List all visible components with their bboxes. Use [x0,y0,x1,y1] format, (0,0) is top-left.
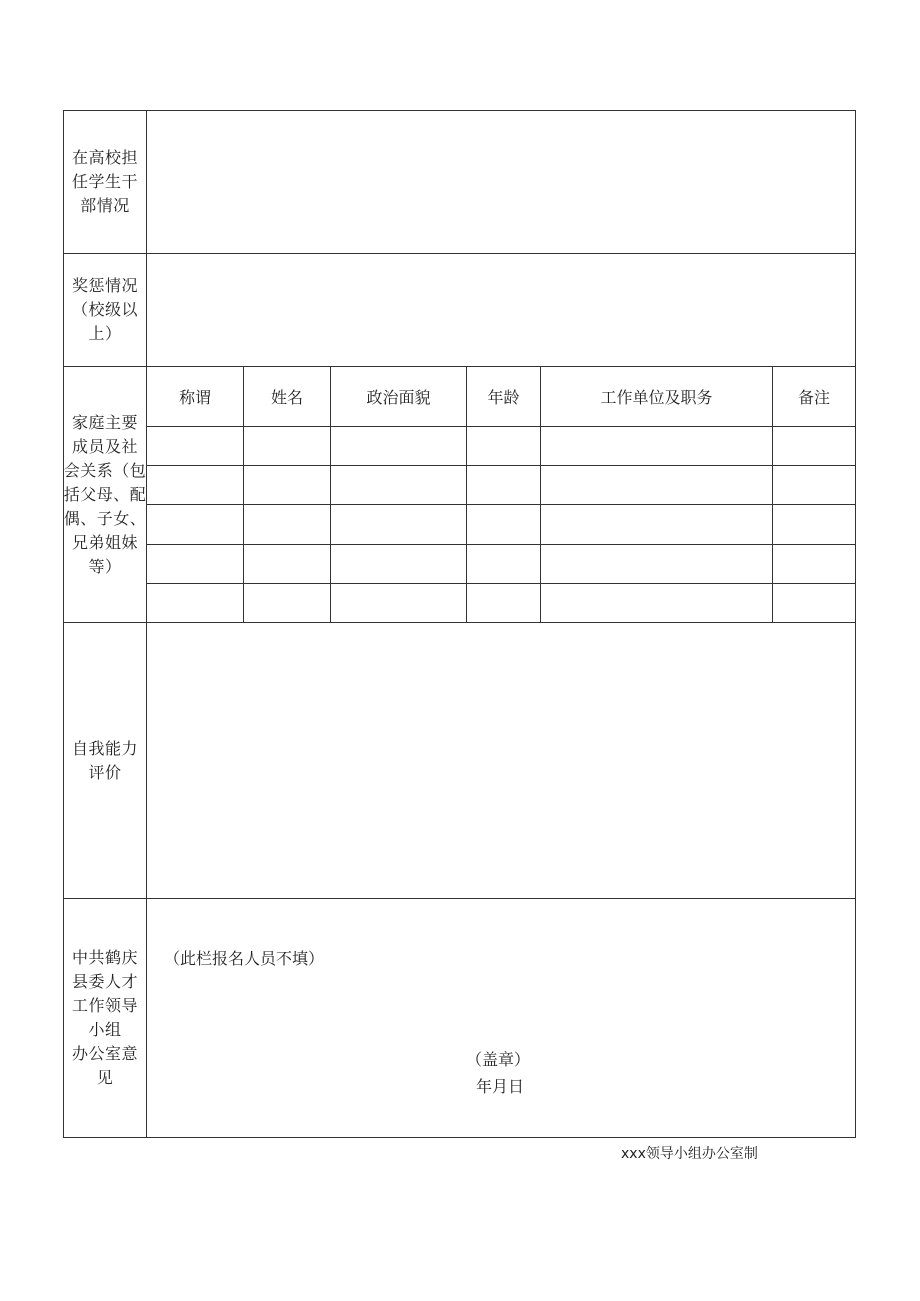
label-line: 兄弟姐妹 [71,532,138,552]
family-cell[interactable] [244,505,330,544]
family-cell[interactable] [147,545,243,583]
seal-text: （盖章） [466,1050,531,1069]
family-cell[interactable] [467,584,540,622]
family-header-title: 称谓 [178,388,211,407]
family-cell[interactable] [773,545,855,583]
family-cell[interactable] [541,584,772,622]
label-line: 工作领导 [71,996,138,1015]
family-cell[interactable] [467,505,540,544]
label-line: 办公室意 [71,1044,138,1063]
date-text: 年月日 [476,1077,525,1096]
footer-issuer: xxx领导小组办公室制 [621,1146,758,1162]
family-header-political: 政治面貌 [366,388,431,407]
family-cell[interactable] [331,584,466,622]
office-opinion-note: （此栏报名人员不填） [164,949,325,968]
family-cell[interactable] [244,584,330,622]
label-line: 部情况 [80,195,130,215]
table-border-bottom [63,1137,856,1138]
label-line: 偶、子女、 [63,508,147,528]
family-header-remarks: 备注 [797,388,830,407]
family-cell[interactable] [541,427,772,465]
family-cell[interactable] [773,505,855,544]
table-border-right [855,110,856,1138]
family-label [63,367,147,622]
label-line: （校级以 [71,300,138,319]
family-cell[interactable] [773,427,855,465]
family-cell[interactable] [244,545,330,583]
family-cell[interactable] [467,466,540,504]
family-cell[interactable] [147,505,243,544]
family-cell[interactable] [147,427,243,465]
family-cell[interactable] [331,545,466,583]
label-line: 中共鹤庆 [71,948,138,967]
family-cell[interactable] [773,466,855,504]
family-cell[interactable] [331,505,466,544]
family-cell[interactable] [147,584,243,622]
registration-form-table [63,110,856,1138]
family-cell[interactable] [331,427,466,465]
label-line: 家庭主要 [71,412,138,432]
family-cell[interactable] [541,505,772,544]
label-line: 奖惩情况 [71,276,138,295]
family-cell[interactable] [467,545,540,583]
label-line: 自我能力 [71,738,138,758]
family-cell[interactable] [147,466,243,504]
label-line: 小组 [88,1020,122,1039]
section-divider [63,898,856,899]
label-line: 见 [96,1068,114,1087]
family-cell[interactable] [467,427,540,465]
label-line: 评价 [88,762,122,782]
family-header-name: 姓名 [270,388,303,407]
label-line: 任学生干 [71,171,138,191]
self-eval-label [63,623,147,898]
label-line: 会关系（包 [63,460,147,480]
label-line: 括父母、配 [63,484,147,504]
family-cell[interactable] [541,545,772,583]
cadre-input[interactable] [147,111,855,253]
family-header-age: 年龄 [487,388,520,407]
label-line: 在高校担 [71,147,138,167]
office-opinion-label [63,899,147,1137]
cadre-label [63,110,147,253]
family-cell[interactable] [773,584,855,622]
label-line: 等） [88,556,122,576]
label-line: 上） [88,324,122,343]
family-cell[interactable] [331,466,466,504]
family-cell[interactable] [244,427,330,465]
family-cell[interactable] [244,466,330,504]
label-line: 成员及社 [71,436,138,456]
family-header-work: 工作单位及职务 [600,388,713,407]
label-line: 县委人才 [71,972,138,991]
family-cell[interactable] [541,466,772,504]
awards-label [63,254,147,366]
awards-input[interactable] [147,254,855,366]
self-eval-input[interactable] [147,623,855,898]
